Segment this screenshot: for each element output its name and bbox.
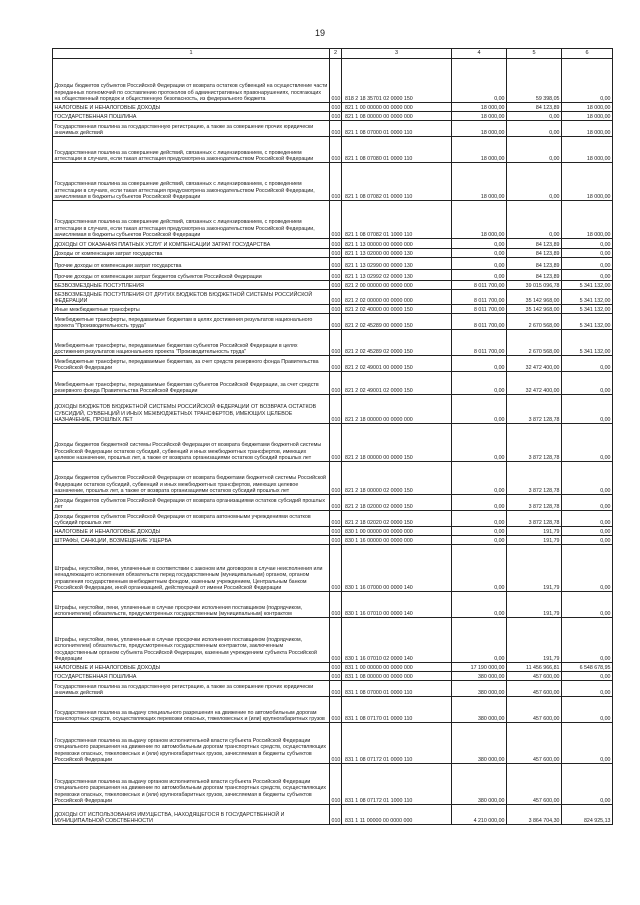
row-budget-code: 830 1 16 00000 00 0000 000 xyxy=(342,536,452,545)
row-line-code: 010 xyxy=(330,258,342,270)
row-fact-amount: 457 600,00 xyxy=(507,672,562,681)
row-line-code: 010 xyxy=(330,723,342,764)
row-line-code: 010 xyxy=(330,249,342,258)
row-plan-amount: 18 000,00 xyxy=(452,103,507,112)
table-body xyxy=(53,59,613,825)
row-plan-amount: 18 000,00 xyxy=(452,112,507,121)
table-row xyxy=(53,112,613,121)
table-row xyxy=(53,121,613,137)
revenue-table xyxy=(52,48,613,825)
row-budget-code: 821 2 02 45289 00 0000 150 xyxy=(342,314,452,330)
row-budget-code: 821 1 08 00000 00 0000 000 xyxy=(342,112,452,121)
row-name: Иные межбюджетные трансферты xyxy=(53,305,330,314)
row-name: Прочие доходы от компенсации затрат государства xyxy=(53,258,330,270)
table-row xyxy=(53,270,613,281)
row-line-code: 010 xyxy=(330,137,342,163)
row-line-code: 010 xyxy=(330,103,342,112)
row-plan-amount: 0,00 xyxy=(452,372,507,395)
row-budget-code: 831 1 08 07172 01 1000 110 xyxy=(342,764,452,805)
row-plan-amount: 18 000,00 xyxy=(452,121,507,137)
row-budget-code: 830 1 16 07010 02 0000 140 xyxy=(342,618,452,663)
table-row xyxy=(53,281,613,290)
header-col-4: 4 xyxy=(452,49,507,59)
header-col-5: 5 xyxy=(507,49,562,59)
row-plan-amount: 380 000,00 xyxy=(452,697,507,723)
row-fact-amount: 191,79 xyxy=(507,618,562,663)
table-row xyxy=(53,249,613,258)
row-fact-amount: 11 456 966,81 xyxy=(507,663,562,672)
row-budget-code: 831 1 11 00000 00 0000 000 xyxy=(342,805,452,825)
row-budget-code: 821 2 02 49001 02 0000 150 xyxy=(342,372,452,395)
row-line-code: 010 xyxy=(330,121,342,137)
row-rest-amount: 0,00 xyxy=(562,527,613,536)
row-rest-amount: 0,00 xyxy=(562,249,613,258)
row-name: Государственная пошлина за государственную регистрацию, а также за совершение прочих юридически значимых действий xyxy=(53,681,330,697)
row-name: Межбюджетные трансферты, передаваемые бюджетам субъектов Российской Федерации в целях достижения результатов национального проекта "Производительность труда" xyxy=(53,330,330,356)
row-fact-amount: 3 872 128,78 xyxy=(507,462,562,495)
row-line-code: 010 xyxy=(330,663,342,672)
row-fact-amount: 84 123,89 xyxy=(507,258,562,270)
row-rest-amount: 0,00 xyxy=(562,723,613,764)
row-plan-amount: 4 210 000,00 xyxy=(452,805,507,825)
row-budget-code: 818 2 18 35701 02 0000 150 xyxy=(342,59,452,103)
row-budget-code: 831 1 08 07170 01 0000 110 xyxy=(342,697,452,723)
row-budget-code: 821 2 18 00000 00 0000 150 xyxy=(342,424,452,462)
row-plan-amount: 0,00 xyxy=(452,592,507,618)
row-plan-amount: 0,00 xyxy=(452,511,507,527)
table-row xyxy=(53,545,613,592)
row-fact-amount: 3 872 128,78 xyxy=(507,511,562,527)
table-row xyxy=(53,201,613,239)
table-row xyxy=(53,330,613,356)
row-plan-amount: 0,00 xyxy=(452,59,507,103)
row-line-code: 010 xyxy=(330,495,342,511)
row-plan-amount: 8 011 700,00 xyxy=(452,290,507,305)
row-name: Государственная пошлина за выдачу органом исполнительной власти субъекта Российской Федерации специального разрешения на движение по автомобильным дорогам транспортных средств, осуществляющих перевозки опасных, тяжеловесных и (или) крупногабаритных грузов, зачисляемая в бюджеты субъектов Российской Федерации xyxy=(53,764,330,805)
row-rest-amount: 0,00 xyxy=(562,424,613,462)
row-fact-amount: 0,00 xyxy=(507,163,562,201)
row-plan-amount: 380 000,00 xyxy=(452,681,507,697)
row-rest-amount: 0,00 xyxy=(562,59,613,103)
row-rest-amount: 0,00 xyxy=(562,618,613,663)
row-plan-amount: 0,00 xyxy=(452,356,507,372)
row-plan-amount: 0,00 xyxy=(452,258,507,270)
row-fact-amount: 32 472 400,00 xyxy=(507,372,562,395)
row-budget-code: 821 1 08 07082 01 0000 110 xyxy=(342,163,452,201)
table-row xyxy=(53,592,613,618)
row-fact-amount: 32 472 400,00 xyxy=(507,356,562,372)
row-name: БЕЗВОЗМЕЗДНЫЕ ПОСТУПЛЕНИЯ xyxy=(53,281,330,290)
row-budget-code: 821 2 18 00000 02 0000 150 xyxy=(342,462,452,495)
row-fact-amount: 59 398,05 xyxy=(507,59,562,103)
row-fact-amount: 84 123,89 xyxy=(507,270,562,281)
row-name: Государственная пошлина за выдачу органом исполнительной власти субъекта Российской Федерации специального разрешения на движение по автомобильным дорогам транспортных средств, осуществляющих перевозки опасных, тяжеловесных и (или) крупногабаритных грузов, зачисляемая в бюджеты субъектов Российской Федерации xyxy=(53,723,330,764)
row-line-code: 010 xyxy=(330,511,342,527)
row-line-code: 010 xyxy=(330,527,342,536)
row-budget-code: 821 2 02 40000 00 0000 150 xyxy=(342,305,452,314)
row-name: ДОХОДЫ ОТ ИСПОЛЬЗОВАНИЯ ИМУЩЕСТВА, НАХОДЯЩЕГОСЯ В ГОСУДАРСТВЕННОЙ И МУНИЦИПАЛЬНОЙ СОБСТВЕННОСТИ xyxy=(53,805,330,825)
row-rest-amount: 5 341 132,00 xyxy=(562,281,613,290)
row-plan-amount: 380 000,00 xyxy=(452,764,507,805)
row-line-code: 010 xyxy=(330,372,342,395)
row-line-code: 010 xyxy=(330,424,342,462)
row-budget-code: 821 2 02 49001 00 0000 150 xyxy=(342,356,452,372)
row-name: Доходы бюджетов субъектов Российской Федерации от возврата остатков субвенций на осуществление части переданных полномочий по составлению протоколов об административных правонарушениях, посягающих на общественный порядок и общественную безопасность, из федерального бюджета xyxy=(53,59,330,103)
row-line-code: 010 xyxy=(330,395,342,424)
row-plan-amount: 8 011 700,00 xyxy=(452,281,507,290)
row-fact-amount: 191,79 xyxy=(507,592,562,618)
row-name: НАЛОГОВЫЕ И НЕНАЛОГОВЫЕ ДОХОДЫ xyxy=(53,663,330,672)
row-plan-amount: 0,00 xyxy=(452,495,507,511)
row-line-code: 010 xyxy=(330,330,342,356)
row-name: Доходы бюджетов бюджетной системы Российской Федерации от возврата бюджетами бюджетной системы Российской Федерации остатков субсидий, субвенций и иных межбюджетных трансфертов, имеющих целевое назначение, прошлых лет, а также от возврата организациями остатков субсидий прошлых лет xyxy=(53,424,330,462)
header-col-2: 2 xyxy=(330,49,342,59)
row-rest-amount: 18 000,00 xyxy=(562,137,613,163)
row-name: Межбюджетные трансферты, передаваемые бюджетам субъектов Российской Федерации, за счет средств резервного фонда Правительства Российской Федерации xyxy=(53,372,330,395)
row-line-code: 010 xyxy=(330,618,342,663)
row-budget-code: 821 1 13 00000 00 0000 000 xyxy=(342,239,452,249)
row-plan-amount: 17 190 000,00 xyxy=(452,663,507,672)
table-row xyxy=(53,618,613,663)
table-row xyxy=(53,536,613,545)
table-row xyxy=(53,290,613,305)
row-name: Доходы бюджетов субъектов Российской Федерации от возврата бюджетами бюджетной системы Российской Федерации остатков субсидий, субвенций и иных межбюджетных трансфертов, имеющих целевое назначение, прошлых лет, а также от возврата организациями остатков субсидий прошлых лет xyxy=(53,462,330,495)
table-row xyxy=(53,723,613,764)
row-line-code: 010 xyxy=(330,592,342,618)
row-fact-amount: 3 872 128,78 xyxy=(507,495,562,511)
row-rest-amount: 18 000,00 xyxy=(562,201,613,239)
row-budget-code: 821 2 18 02020 02 0000 150 xyxy=(342,511,452,527)
row-line-code: 010 xyxy=(330,239,342,249)
row-plan-amount: 0,00 xyxy=(452,239,507,249)
row-fact-amount: 35 142 968,00 xyxy=(507,290,562,305)
page-number: 19 xyxy=(314,28,325,38)
row-plan-amount: 8 011 700,00 xyxy=(452,314,507,330)
row-budget-code: 821 1 00 00000 00 0000 000 xyxy=(342,103,452,112)
row-line-code: 010 xyxy=(330,270,342,281)
table-row xyxy=(53,239,613,249)
row-rest-amount: 5 341 132,00 xyxy=(562,290,613,305)
row-name: Доходы от компенсации затрат государства xyxy=(53,249,330,258)
row-name: Государственная пошлина за государственную регистрацию, а также за совершение прочих юридически значимых действий xyxy=(53,121,330,137)
row-fact-amount: 84 123,89 xyxy=(507,103,562,112)
row-name: Штрафы, неустойки, пени, уплаченные в случае просрочки исполнения поставщиком (подрядчиком, исполнителем) обязательств, предусмотренных государственным (муниципальным) контрактом xyxy=(53,592,330,618)
row-line-code: 010 xyxy=(330,462,342,495)
row-fact-amount: 0,00 xyxy=(507,121,562,137)
row-rest-amount: 0,00 xyxy=(562,592,613,618)
row-line-code: 010 xyxy=(330,697,342,723)
row-budget-code: 821 2 02 00000 00 0000 000 xyxy=(342,290,452,305)
row-budget-code: 831 1 08 07172 01 0000 110 xyxy=(342,723,452,764)
row-name: БЕЗВОЗМЕЗДНЫЕ ПОСТУПЛЕНИЯ ОТ ДРУГИХ БЮДЖЕТОВ БЮДЖЕТНОЙ СИСТЕМЫ РОССИЙСКОЙ ФЕДЕРАЦИИ xyxy=(53,290,330,305)
table-row xyxy=(53,764,613,805)
row-name: Штрафы, неустойки, пени, уплаченные в случае просрочки исполнения поставщиком (подрядчиком, исполнителем) обязательств, предусмотренных государственным контрактом, заключенным государственным органом субъекта Российской Федерации, казенным учреждением субъекта Российской Федерации xyxy=(53,618,330,663)
row-line-code: 010 xyxy=(330,59,342,103)
table-row xyxy=(53,681,613,697)
row-name: Прочие доходы от компенсации затрат бюджетов субъектов Российской Федерации xyxy=(53,270,330,281)
row-plan-amount: 0,00 xyxy=(452,527,507,536)
row-rest-amount: 6 548 678,95 xyxy=(562,663,613,672)
row-rest-amount: 0,00 xyxy=(562,356,613,372)
row-budget-code: 821 2 00 00000 00 0000 000 xyxy=(342,281,452,290)
row-rest-amount: 5 341 132,00 xyxy=(562,314,613,330)
row-budget-code: 831 1 08 00000 00 0000 000 xyxy=(342,672,452,681)
row-line-code: 010 xyxy=(330,305,342,314)
row-fact-amount: 0,00 xyxy=(507,112,562,121)
row-name: Государственная пошлина за совершение действий, связанных с лицензированием, с проведением аттестации в случаях, если такая аттестация предусмотрена законодательством Российской Федерации xyxy=(53,137,330,163)
row-fact-amount: 84 123,89 xyxy=(507,249,562,258)
row-line-code: 010 xyxy=(330,672,342,681)
row-fact-amount: 84 123,89 xyxy=(507,239,562,249)
row-rest-amount: 18 000,00 xyxy=(562,112,613,121)
row-name: ГОСУДАРСТВЕННАЯ ПОШЛИНА xyxy=(53,672,330,681)
row-rest-amount: 18 000,00 xyxy=(562,103,613,112)
row-name: Государственная пошлина за совершение действий, связанных с лицензированием, с проведением аттестации в случаях, если такая аттестация предусмотрена законодательством Российской Федерации, зачисляемая в бюджеты субъектов Российской Федерации xyxy=(53,163,330,201)
row-budget-code: 821 1 08 07000 01 0000 110 xyxy=(342,121,452,137)
row-plan-amount: 0,00 xyxy=(452,618,507,663)
row-line-code: 010 xyxy=(330,281,342,290)
header-col-6: 6 xyxy=(562,49,613,59)
table-row xyxy=(53,395,613,424)
row-line-code: 010 xyxy=(330,356,342,372)
row-budget-code: 821 1 08 07082 01 1000 110 xyxy=(342,201,452,239)
table-row xyxy=(53,527,613,536)
row-fact-amount: 457 600,00 xyxy=(507,764,562,805)
row-budget-code: 830 1 16 07000 00 0000 140 xyxy=(342,545,452,592)
row-fact-amount: 35 142 968,00 xyxy=(507,305,562,314)
row-rest-amount: 0,00 xyxy=(562,495,613,511)
row-fact-amount: 0,00 xyxy=(507,137,562,163)
row-budget-code: 831 1 08 07000 01 0000 110 xyxy=(342,681,452,697)
table-row xyxy=(53,462,613,495)
table-row xyxy=(53,103,613,112)
row-budget-code: 831 1 00 00000 00 0000 000 xyxy=(342,663,452,672)
row-budget-code: 821 2 02 45289 02 0000 150 xyxy=(342,330,452,356)
row-name: ДОХОДЫ БЮДЖЕТОВ БЮДЖЕТНОЙ СИСТЕМЫ РОССИЙСКОЙ ФЕДЕРАЦИИ ОТ ВОЗВРАТА ОСТАТКОВ СУБСИДИЙ, СУБВЕНЦИЙ И ИНЫХ МЕЖБЮДЖЕТНЫХ ТРАНСФЕРТОВ, ИМЕЮЩИХ ЦЕЛЕВОЕ НАЗНАЧЕНИЕ, ПРОШЛЫХ ЛЕТ xyxy=(53,395,330,424)
row-line-code: 010 xyxy=(330,290,342,305)
table-row xyxy=(53,805,613,825)
row-plan-amount: 0,00 xyxy=(452,462,507,495)
header-row xyxy=(53,49,613,59)
row-rest-amount: 0,00 xyxy=(562,462,613,495)
row-budget-code: 821 1 13 02000 00 0000 130 xyxy=(342,249,452,258)
table-row xyxy=(53,511,613,527)
row-budget-code: 821 2 18 02000 02 0000 150 xyxy=(342,495,452,511)
row-budget-code: 821 2 18 00000 00 0000 000 xyxy=(342,395,452,424)
row-budget-code: 830 1 00 00000 00 0000 000 xyxy=(342,527,452,536)
table-row xyxy=(53,697,613,723)
row-rest-amount: 0,00 xyxy=(562,239,613,249)
row-rest-amount: 5 341 132,00 xyxy=(562,305,613,314)
row-fact-amount: 3 872 128,78 xyxy=(507,424,562,462)
row-budget-code: 821 1 08 07080 01 0000 110 xyxy=(342,137,452,163)
table-row xyxy=(53,137,613,163)
table-row xyxy=(53,258,613,270)
row-rest-amount: 0,00 xyxy=(562,672,613,681)
row-rest-amount: 824 925,13 xyxy=(562,805,613,825)
row-fact-amount: 457 600,00 xyxy=(507,697,562,723)
row-plan-amount: 18 000,00 xyxy=(452,163,507,201)
row-name: Доходы бюджетов субъектов Российской Федерации от возврата организациями остатков субсидий прошлых лет xyxy=(53,495,330,511)
row-plan-amount: 0,00 xyxy=(452,395,507,424)
table-row xyxy=(53,663,613,672)
row-budget-code: 830 1 16 07010 00 0000 140 xyxy=(342,592,452,618)
row-rest-amount: 0,00 xyxy=(562,395,613,424)
row-rest-amount: 0,00 xyxy=(562,681,613,697)
row-rest-amount: 0,00 xyxy=(562,764,613,805)
row-rest-amount: 0,00 xyxy=(562,511,613,527)
row-line-code: 010 xyxy=(330,681,342,697)
row-plan-amount: 0,00 xyxy=(452,270,507,281)
table-row xyxy=(53,314,613,330)
row-fact-amount: 3 864 704,30 xyxy=(507,805,562,825)
row-fact-amount: 2 670 568,00 xyxy=(507,314,562,330)
row-line-code: 010 xyxy=(330,764,342,805)
row-fact-amount: 3 872 128,78 xyxy=(507,395,562,424)
row-name: НАЛОГОВЫЕ И НЕНАЛОГОВЫЕ ДОХОДЫ xyxy=(53,103,330,112)
row-line-code: 010 xyxy=(330,112,342,121)
row-fact-amount: 191,79 xyxy=(507,545,562,592)
row-line-code: 010 xyxy=(330,314,342,330)
row-rest-amount: 0,00 xyxy=(562,258,613,270)
row-fact-amount: 457 600,00 xyxy=(507,681,562,697)
row-name: Межбюджетные трансферты, передаваемые бюджетам, за счет средств резервного фонда Правительства Российской Федерации xyxy=(53,356,330,372)
row-name: ДОХОДЫ ОТ ОКАЗАНИЯ ПЛАТНЫХ УСЛУГ И КОМПЕНСАЦИИ ЗАТРАТ ГОСУДАРСТВА xyxy=(53,239,330,249)
table-row xyxy=(53,59,613,103)
row-rest-amount: 0,00 xyxy=(562,270,613,281)
row-plan-amount: 8 011 700,00 xyxy=(452,330,507,356)
row-name: Штрафы, неустойки, пени, уплаченные в соответствии с законом или договором в случае неисполнения или ненадлежащего исполнения обязательств перед государственным (муниципальным) органом, органом управления государственным внебюджетным фондом, казенным учреждением, Центральным банком Российской Федерации, иной организацией, действующей от имени Российской Федерации xyxy=(53,545,330,592)
row-line-code: 010 xyxy=(330,545,342,592)
row-plan-amount: 0,00 xyxy=(452,536,507,545)
row-fact-amount: 191,79 xyxy=(507,527,562,536)
table-row xyxy=(53,163,613,201)
row-rest-amount: 0,00 xyxy=(562,697,613,723)
row-budget-code: 821 1 13 02990 00 0000 130 xyxy=(342,258,452,270)
row-rest-amount: 5 341 132,00 xyxy=(562,330,613,356)
row-line-code: 010 xyxy=(330,536,342,545)
row-name: Доходы бюджетов субъектов Российской Федерации от возврата автономными учреждениями остатков субсидий прошлых лет xyxy=(53,511,330,527)
table-row xyxy=(53,372,613,395)
row-line-code: 010 xyxy=(330,201,342,239)
row-rest-amount: 0,00 xyxy=(562,536,613,545)
header-col-3: 3 xyxy=(342,49,452,59)
row-fact-amount: 2 670 568,00 xyxy=(507,330,562,356)
row-plan-amount: 18 000,00 xyxy=(452,137,507,163)
row-plan-amount: 18 000,00 xyxy=(452,201,507,239)
header-col-1: 1 xyxy=(53,49,330,59)
table-row xyxy=(53,495,613,511)
row-rest-amount: 0,00 xyxy=(562,545,613,592)
row-fact-amount: 191,79 xyxy=(507,536,562,545)
row-plan-amount: 380 000,00 xyxy=(452,723,507,764)
table-row xyxy=(53,424,613,462)
table-row xyxy=(53,672,613,681)
row-rest-amount: 18 000,00 xyxy=(562,163,613,201)
row-name: ШТРАФЫ, САНКЦИИ, ВОЗМЕЩЕНИЕ УЩЕРБА xyxy=(53,536,330,545)
row-name: Государственная пошлина за выдачу специального разрешения на движение по автомобильным дорогам транспортных средств, осуществляющих перевозки опасных, тяжеловесных и (или) крупногабаритных грузов xyxy=(53,697,330,723)
row-name: Межбюджетные трансферты, передаваемые бюджетам в целях достижения результатов национального проекта "Производительность труда" xyxy=(53,314,330,330)
row-fact-amount: 457 600,00 xyxy=(507,723,562,764)
row-name: Государственная пошлина за совершение действий, связанных с лицензированием, с проведением аттестации в случаях, если такая аттестация предусмотрена законодательством Российской Федерации, зачисляемая в бюджеты субъектов Российской Федерации xyxy=(53,201,330,239)
row-name: НАЛОГОВЫЕ И НЕНАЛОГОВЫЕ ДОХОДЫ xyxy=(53,527,330,536)
row-plan-amount: 380 000,00 xyxy=(452,672,507,681)
row-name: ГОСУДАРСТВЕННАЯ ПОШЛИНА xyxy=(53,112,330,121)
row-plan-amount: 0,00 xyxy=(452,545,507,592)
row-line-code: 010 xyxy=(330,163,342,201)
row-plan-amount: 0,00 xyxy=(452,249,507,258)
row-rest-amount: 18 000,00 xyxy=(562,121,613,137)
row-line-code: 010 xyxy=(330,805,342,825)
table-row xyxy=(53,305,613,314)
row-fact-amount: 39 015 096,78 xyxy=(507,281,562,290)
row-plan-amount: 8 011 700,00 xyxy=(452,305,507,314)
row-rest-amount: 0,00 xyxy=(562,372,613,395)
row-budget-code: 821 1 13 02992 02 0000 130 xyxy=(342,270,452,281)
row-fact-amount: 0,00 xyxy=(507,201,562,239)
table-row xyxy=(53,356,613,372)
row-plan-amount: 0,00 xyxy=(452,424,507,462)
